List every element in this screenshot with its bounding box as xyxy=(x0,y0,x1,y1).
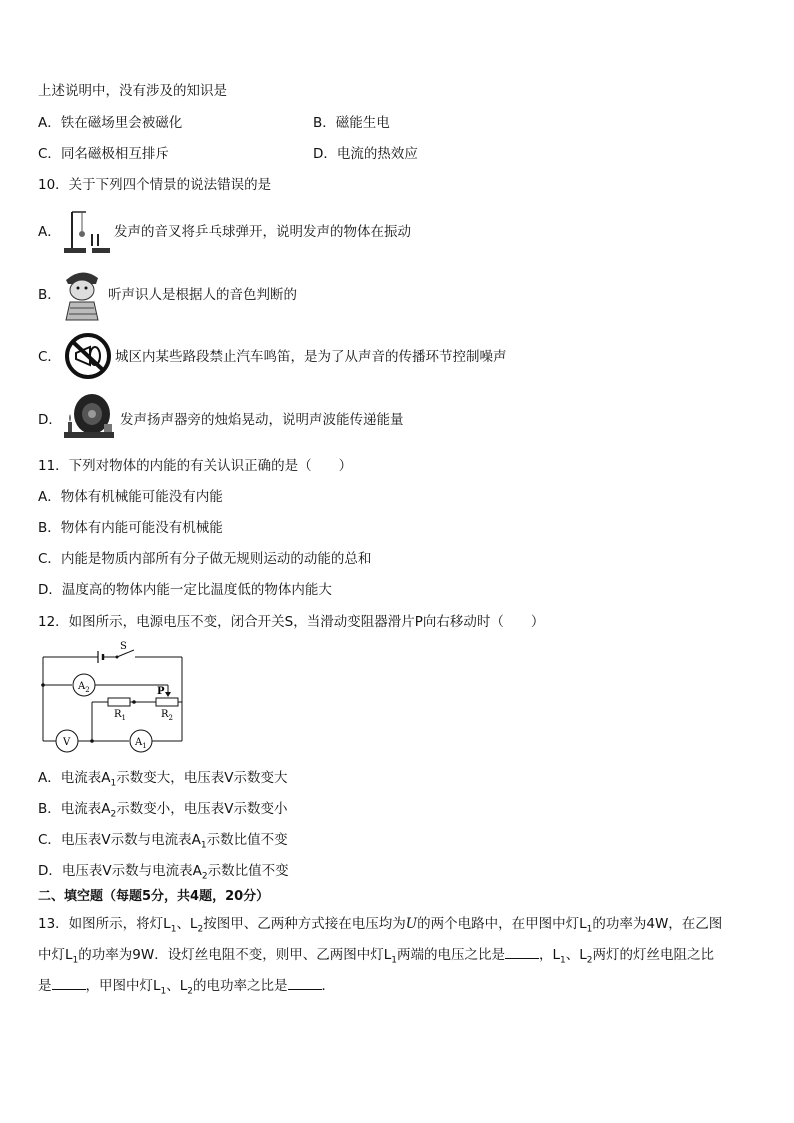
option-label: D． xyxy=(38,863,62,879)
text: 是 xyxy=(38,978,52,994)
q9-option-c[interactable] xyxy=(38,144,169,164)
text: ． xyxy=(321,978,336,994)
q12-option-b[interactable] xyxy=(38,799,288,819)
ammeter-a2-label: $A_2$ xyxy=(78,681,90,694)
option-text: 电流的热效应 xyxy=(336,146,418,162)
text: 、L xyxy=(166,978,188,994)
answer-blank[interactable] xyxy=(288,977,322,990)
no-horn-sign-icon xyxy=(62,331,114,381)
resistor-r2 xyxy=(156,698,178,706)
q11-option-b[interactable] xyxy=(38,518,223,538)
q10-option-b-label: B． xyxy=(38,287,61,303)
text: 两端的电压之比是 xyxy=(396,947,505,963)
text: 、L xyxy=(176,916,198,932)
q11-option-a[interactable] xyxy=(38,487,223,507)
option-label: C． xyxy=(38,551,61,567)
option-text: 电流表A xyxy=(60,801,111,817)
option-text: 电压表V示数与电流表A xyxy=(61,863,202,879)
option-label: B． xyxy=(38,801,61,817)
q10-option-c-text[interactable]: 城区内某些路段禁止汽车鸣笛，是为了从声音的传播环节控制噪声 xyxy=(115,349,507,365)
text: ，L xyxy=(538,947,560,963)
option-text: 物体有内能可能没有机械能 xyxy=(60,520,223,536)
q10-option-a-label: A． xyxy=(38,224,61,240)
subscript: 1 xyxy=(170,924,177,935)
switch-label: S xyxy=(120,641,127,652)
text: 13．如图所示，将灯L xyxy=(38,916,171,932)
subscript: 1 xyxy=(160,986,167,997)
circuit-diagram xyxy=(38,640,188,756)
q10-option-b-text[interactable]: 听声识人是根据人的音色判断的 xyxy=(108,287,297,303)
subscript: 2 xyxy=(201,871,208,882)
subscript: 1 xyxy=(110,778,117,789)
option-label: B． xyxy=(38,520,61,536)
slider-p-label: P xyxy=(157,686,165,697)
subscript: 2 xyxy=(110,809,117,820)
subscript: 1 xyxy=(560,955,566,966)
resistor-r2-label: $R_2$ xyxy=(161,709,173,722)
q13-line-3 xyxy=(38,976,335,996)
text: 按图甲、乙两种方式接在电压均为 xyxy=(203,916,406,932)
q12-stem: 12．如图所示，电源电压不变，闭合开关S，当滑动变阻器滑片P向右移动时（ ） xyxy=(38,614,545,630)
text: 的两个电路中，在甲图中灯L xyxy=(417,916,587,932)
q9-stem: 上述说明中，没有涉及的知识是 xyxy=(38,83,227,99)
text: 的功率为4W，在乙图 xyxy=(592,916,723,932)
answer-blank[interactable] xyxy=(505,946,539,959)
option-text: 示数变小，电压表V示数变小 xyxy=(116,801,288,817)
subscript: 2 xyxy=(586,955,593,966)
subscript: 1 xyxy=(586,924,593,935)
q10-option-a-text[interactable]: 发声的音叉将乒乓球弹开，说明发声的物体在振动 xyxy=(114,224,411,240)
speaker-candle-image xyxy=(60,392,118,442)
text: 两灯的灯丝电阻之比 xyxy=(592,947,714,963)
tuning-fork-image xyxy=(62,206,112,256)
text: 的电功率之比是 xyxy=(193,978,288,994)
option-text: 同名磁极相互排斥 xyxy=(60,146,169,162)
q9-option-d[interactable] xyxy=(313,144,418,164)
q10-option-d-text[interactable]: 发声扬声器旁的烛焰晃动，说明声波能传递能量 xyxy=(120,412,404,428)
q12-option-d[interactable] xyxy=(38,861,289,881)
q13-line-2 xyxy=(38,945,714,965)
text: 、L xyxy=(565,947,587,963)
option-text: 温度高的物体内能一定比温度低的物体内能大 xyxy=(61,582,332,598)
q9-option-a[interactable] xyxy=(38,113,182,133)
q12-option-c[interactable] xyxy=(38,830,288,850)
resistor-r1-label: $R_1$ xyxy=(114,709,126,722)
option-label: C． xyxy=(38,832,61,848)
option-text: 示数变大，电压表V示数变大 xyxy=(116,770,288,786)
option-label: D． xyxy=(313,146,337,162)
option-text: 示数比值不变 xyxy=(207,863,289,879)
option-label: D． xyxy=(38,582,62,598)
text: 中灯L xyxy=(38,947,73,963)
resistor-r1 xyxy=(108,698,130,706)
section-title: 二、填空题（每题5分，共4题，20分） xyxy=(38,889,270,904)
q10-stem: 10．关于下列四个情景的说法错误的是 xyxy=(38,177,272,193)
q12-option-a[interactable] xyxy=(38,768,287,788)
option-label: A． xyxy=(38,115,61,131)
q11-option-c[interactable] xyxy=(38,549,371,569)
option-label: C． xyxy=(38,146,61,162)
q10-option-d-label: D． xyxy=(38,412,62,428)
text: ，甲图中灯L xyxy=(85,978,161,994)
text: 的功率为9W．设灯丝电阻不变，则甲、乙两图中灯L xyxy=(78,947,392,963)
voltmeter-v-label: V xyxy=(63,737,71,748)
subscript: 2 xyxy=(197,924,204,935)
option-text: 电流表A xyxy=(60,770,111,786)
option-text: 铁在磁场里会被磁化 xyxy=(60,115,183,131)
q11-option-d[interactable] xyxy=(38,580,332,600)
option-text: 磁能生电 xyxy=(335,115,390,131)
subscript: 2 xyxy=(187,986,194,997)
subscript: 1 xyxy=(72,955,79,966)
q10-option-c-label: C． xyxy=(38,349,61,365)
option-text: 内能是物质内部所有分子做无规则运动的动能的总和 xyxy=(60,551,372,567)
option-text: 示数比值不变 xyxy=(206,832,288,848)
answer-blank[interactable] xyxy=(52,977,86,990)
subscript: 1 xyxy=(200,840,207,851)
person-listening-image xyxy=(58,266,106,322)
option-label: B． xyxy=(313,115,336,131)
q13-line-1 xyxy=(38,914,722,934)
option-label: A． xyxy=(38,770,61,786)
voltage-symbol: U xyxy=(405,916,418,932)
ammeter-a1-label: $A_1$ xyxy=(135,737,147,750)
option-text: 电压表V示数与电流表A xyxy=(60,832,201,848)
subscript: 1 xyxy=(391,955,397,966)
q11-stem: 11．下列对物体的内能的有关认识正确的是（ ） xyxy=(38,458,353,474)
option-label: A． xyxy=(38,489,61,505)
option-text: 物体有机械能可能没有内能 xyxy=(60,489,223,505)
q9-option-b[interactable] xyxy=(313,113,390,133)
